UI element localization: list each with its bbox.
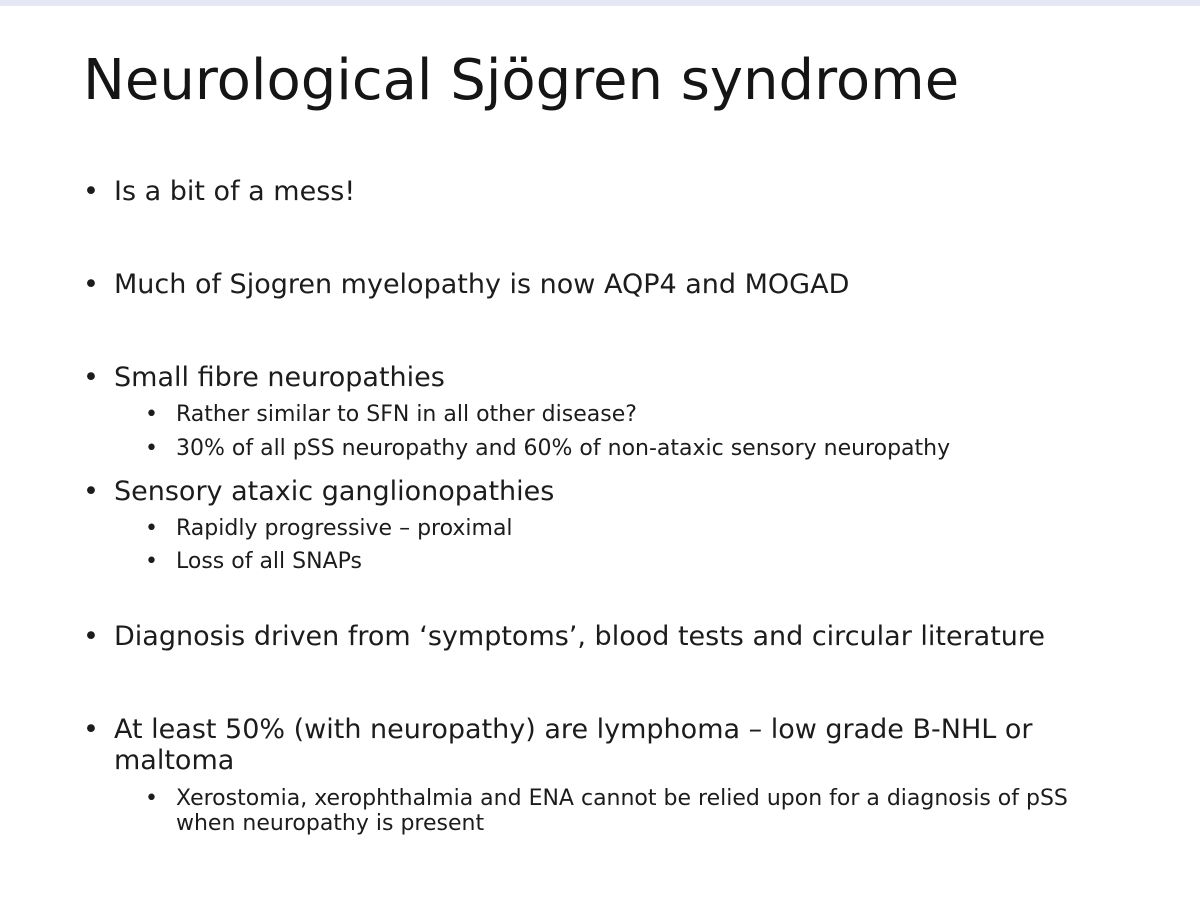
bullet-text: Much of Sjogren myelopathy is now AQP4 and MOGAD [114, 269, 850, 300]
bullet-text: Is a bit of a mess! [114, 176, 356, 207]
bullet-dot: • [83, 176, 99, 207]
bullet-text: Diagnosis driven from ‘symptoms’, blood tests and circular literature [114, 621, 1046, 652]
bullet-dot: • [83, 476, 99, 507]
sub-bullet-dot: • [145, 402, 158, 427]
bullet-dot: • [83, 714, 99, 745]
sub-bullet-dot: • [145, 549, 158, 574]
sub-bullet-text: Xerostomia, xerophthalmia and ENA cannot be relied upon for a diagnosis of pSS when neuropathy is present [176, 786, 1068, 836]
bullet-dot: • [83, 362, 99, 393]
sub-bullet-dot: • [145, 786, 158, 811]
bullet-text: Small fibre neuropathies [114, 362, 445, 393]
bullet-text: At least 50% (with neuropathy) are lymphoma – low grade B-NHL or maltoma [114, 714, 1033, 776]
bullet-text: Sensory ataxic ganglionopathies [114, 476, 555, 507]
bullet-dot: • [83, 269, 99, 300]
sub-bullet-dot: • [145, 516, 158, 541]
sub-bullet-dot: • [145, 436, 158, 461]
sub-bullet-text: Rapidly progressive – proximal [176, 516, 513, 541]
sub-bullet-text: Rather similar to SFN in all other disease? [176, 402, 637, 427]
sub-bullet-text: Loss of all SNAPs [176, 549, 362, 574]
slide-title: Neurological Sjögren syndrome [83, 48, 960, 113]
bullet-dot: • [83, 621, 99, 652]
sub-bullet-text: 30% of all pSS neuropathy and 60% of non-ataxic sensory neuropathy [176, 436, 951, 461]
slide [0, 6, 1200, 898]
